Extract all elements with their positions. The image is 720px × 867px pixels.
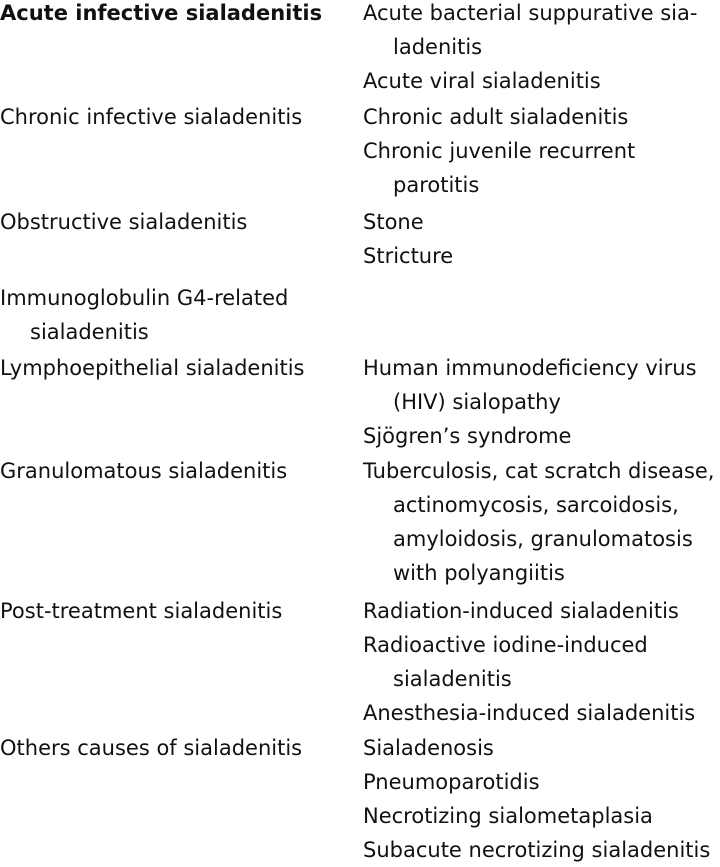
subtype-list [363,594,720,730]
list-item: Tuberculosis, cat scratch disease, actinomycosis, sarcoidosis, amyloidosis, granulomatosis with polyangiitis [363,459,715,585]
list-item: Subacute necrotizing sialadenitis [363,838,711,862]
list-item: Radiation-induced sialadenitis [363,599,679,623]
list-item: Anesthesia-induced sialadenitis [363,701,696,725]
subtype-list [363,0,720,98]
list-item: Acute viral sialadenitis [363,69,601,93]
subtype-list [363,731,720,867]
category-label: Others causes of sialadenitis [0,736,303,760]
category-label: Granulomatous sialadenitis [0,459,288,483]
list-item: Acute bacterial suppurative sia- ladenitis [363,1,698,59]
list-item: Radioactive iodine-induced sialadenitis [363,633,648,691]
category-label: Obstructive sialadenitis [0,210,248,234]
category-label: Post-treatment sialadenitis [0,599,283,623]
subtype-list [363,351,720,453]
subtype-list [363,205,720,273]
category-label: Immunoglobulin G4-related sialadenitis [0,286,289,344]
subtype-list [363,454,720,590]
list-item: Necrotizing sialometaplasia [363,804,653,828]
list-item: Stone [363,210,424,234]
list-item: Chronic adult sialadenitis [363,105,629,129]
list-item: Sialadenosis [363,736,494,760]
list-item: Human immunodeficiency virus (HIV) sialopathy [363,356,697,414]
list-item: Pneumoparotidis [363,770,540,794]
category-label: Acute infective sialadenitis [0,1,323,25]
list-item: Stricture [363,244,454,268]
list-item: Chronic juvenile recurrent parotitis [363,139,636,197]
subtype-list [363,100,720,202]
category-label: Lymphoepithelial sialadenitis [0,356,305,380]
category-label: Chronic infective sialadenitis [0,105,303,129]
list-item: Sjögren’s syndrome [363,424,572,448]
